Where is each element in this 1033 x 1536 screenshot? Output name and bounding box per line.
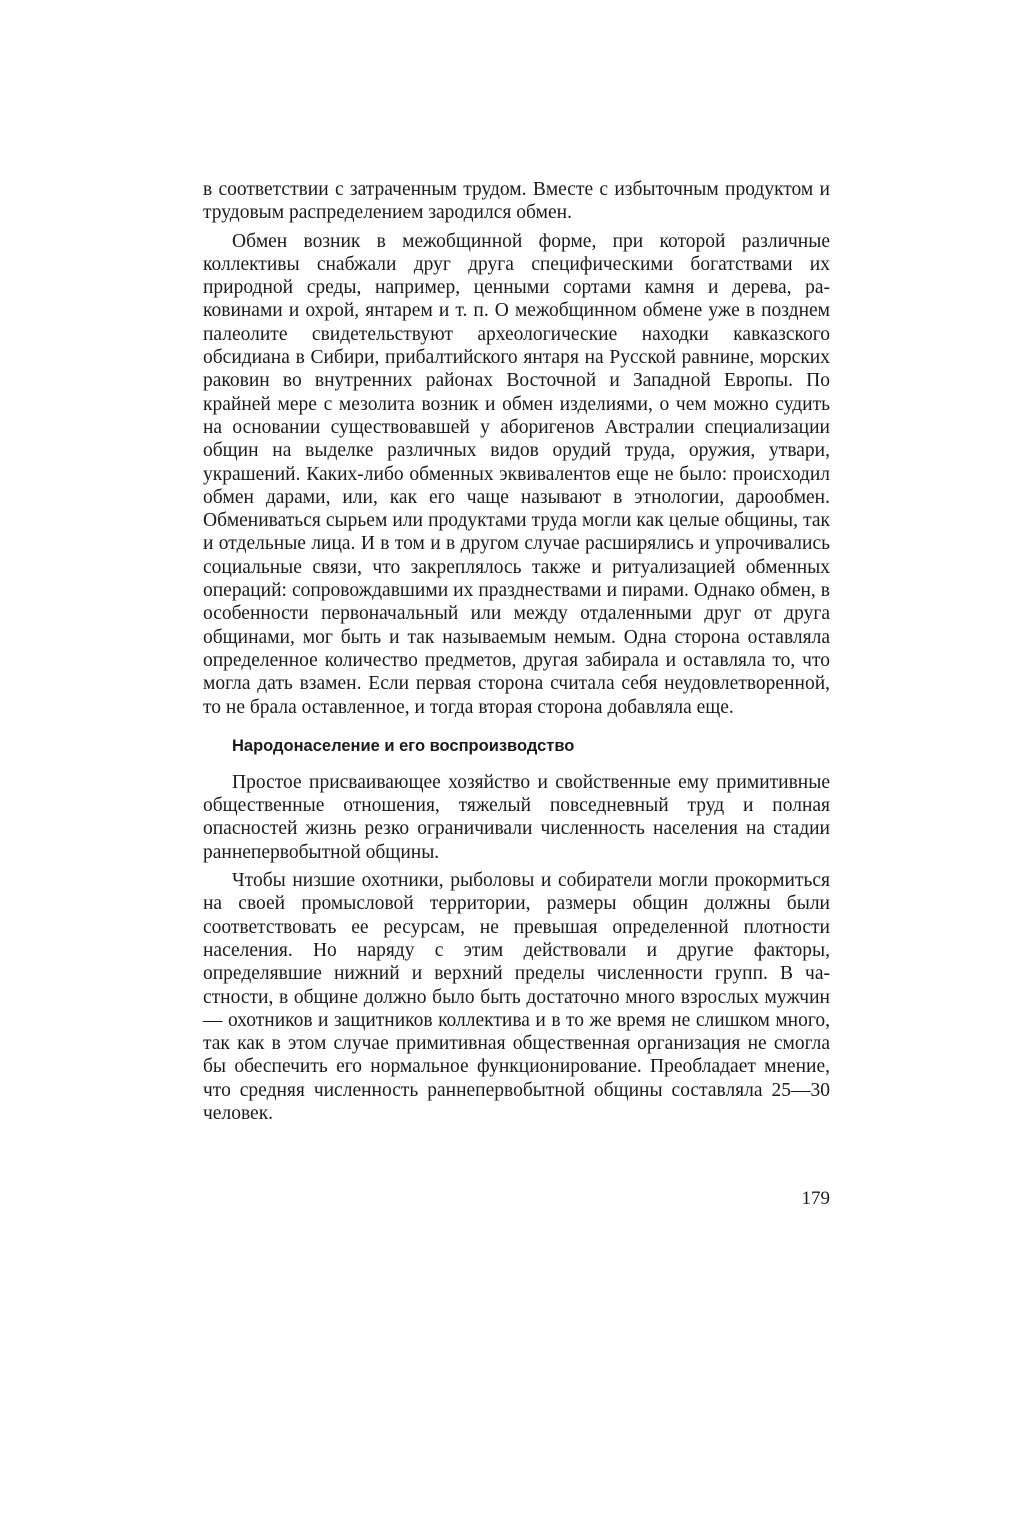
body-text — [203, 178, 830, 1125]
paragraph-exchange: Обмен возник в межобщинной форме, при которой различные коллективы снабжали друг друга специфическими богатствами их природной среды, например, ценными сортами камня и дерева, раковинами и охрой, янтарем и т. п. О межобщинном обмене уже в позднем палеолите свидетельствуют археологические находки кавказского обсидиана в Сибири, прибалтийского янтаря на Русской равнине, морских раковин во внутренних районах Восточной и Западной Европы. По крайней мере с мезолита возник и обмен изделиями, о чем можно судить на основании существовавшей у аборигенов Австралии специализации общин на выделке различных видов орудий труда, оружия, утвари, украшений. Каких-либо обменных эквивалентов еще не было: происходил обмен дарами, или, как его чаще называют в этнологии, дарообмен. Обмениваться сырьем или продуктами труда могли как целые общины, так и отдельные лица. И в том и в другом случае расширялись и упрочивались социальные связи, что закреплялось также и ритуализацией обменных операций: сопровождавшими их празднествами и пирами. Однако обмен, в особенности первоначальный или между отдаленными друг от друга общинами, мог быть и так называемым немым. Одна сторона оставляла определенное количество предметов, другая забирала и оставляла то, что могла дать взамен. Если первая сторона считала себя неудовлетворенной, то не брала оставленное, и тогда вторая сторона добавляла еще. — [203, 230, 830, 718]
paragraph-population: Простое присваивающее хозяйство и свойственные ему примитивные общественные отношения, тяжелый повседневный труд и полная опасностей жизнь резко ограничивали численность населения на стадии раннепервобытной общины. — [203, 771, 830, 863]
section-heading: Народонаселение и его воспроизводство — [232, 736, 575, 755]
paragraph-community-size: Чтобы низшие охотники, рыболовы и собиратели могли прокормиться на своей промысловой территории, размеры общин должны были соответствовать ее ресурсам, не превышая определенной плотности населения. Но наряду с этим действовали и другие факторы, определявшие нижний и верхний пределы численности групп. В частности, в общине должно было быть достаточно много взрослых мужчин — охотников и защитников коллектива и в то же время не слишком много, так как в этом случае примитивная общественная организация не смогла бы обеспечить его нормальное функционирование. Преобладает мнение, что средняя численность раннепервобытной общины составляла 25—30 человек. — [203, 870, 830, 1124]
paragraph-continuation: в соответствии с затраченным трудом. Вместе с избыточным продуктом и трудовым распределением зародился обмен. — [203, 179, 830, 224]
page-number: 179 — [801, 1188, 830, 1209]
